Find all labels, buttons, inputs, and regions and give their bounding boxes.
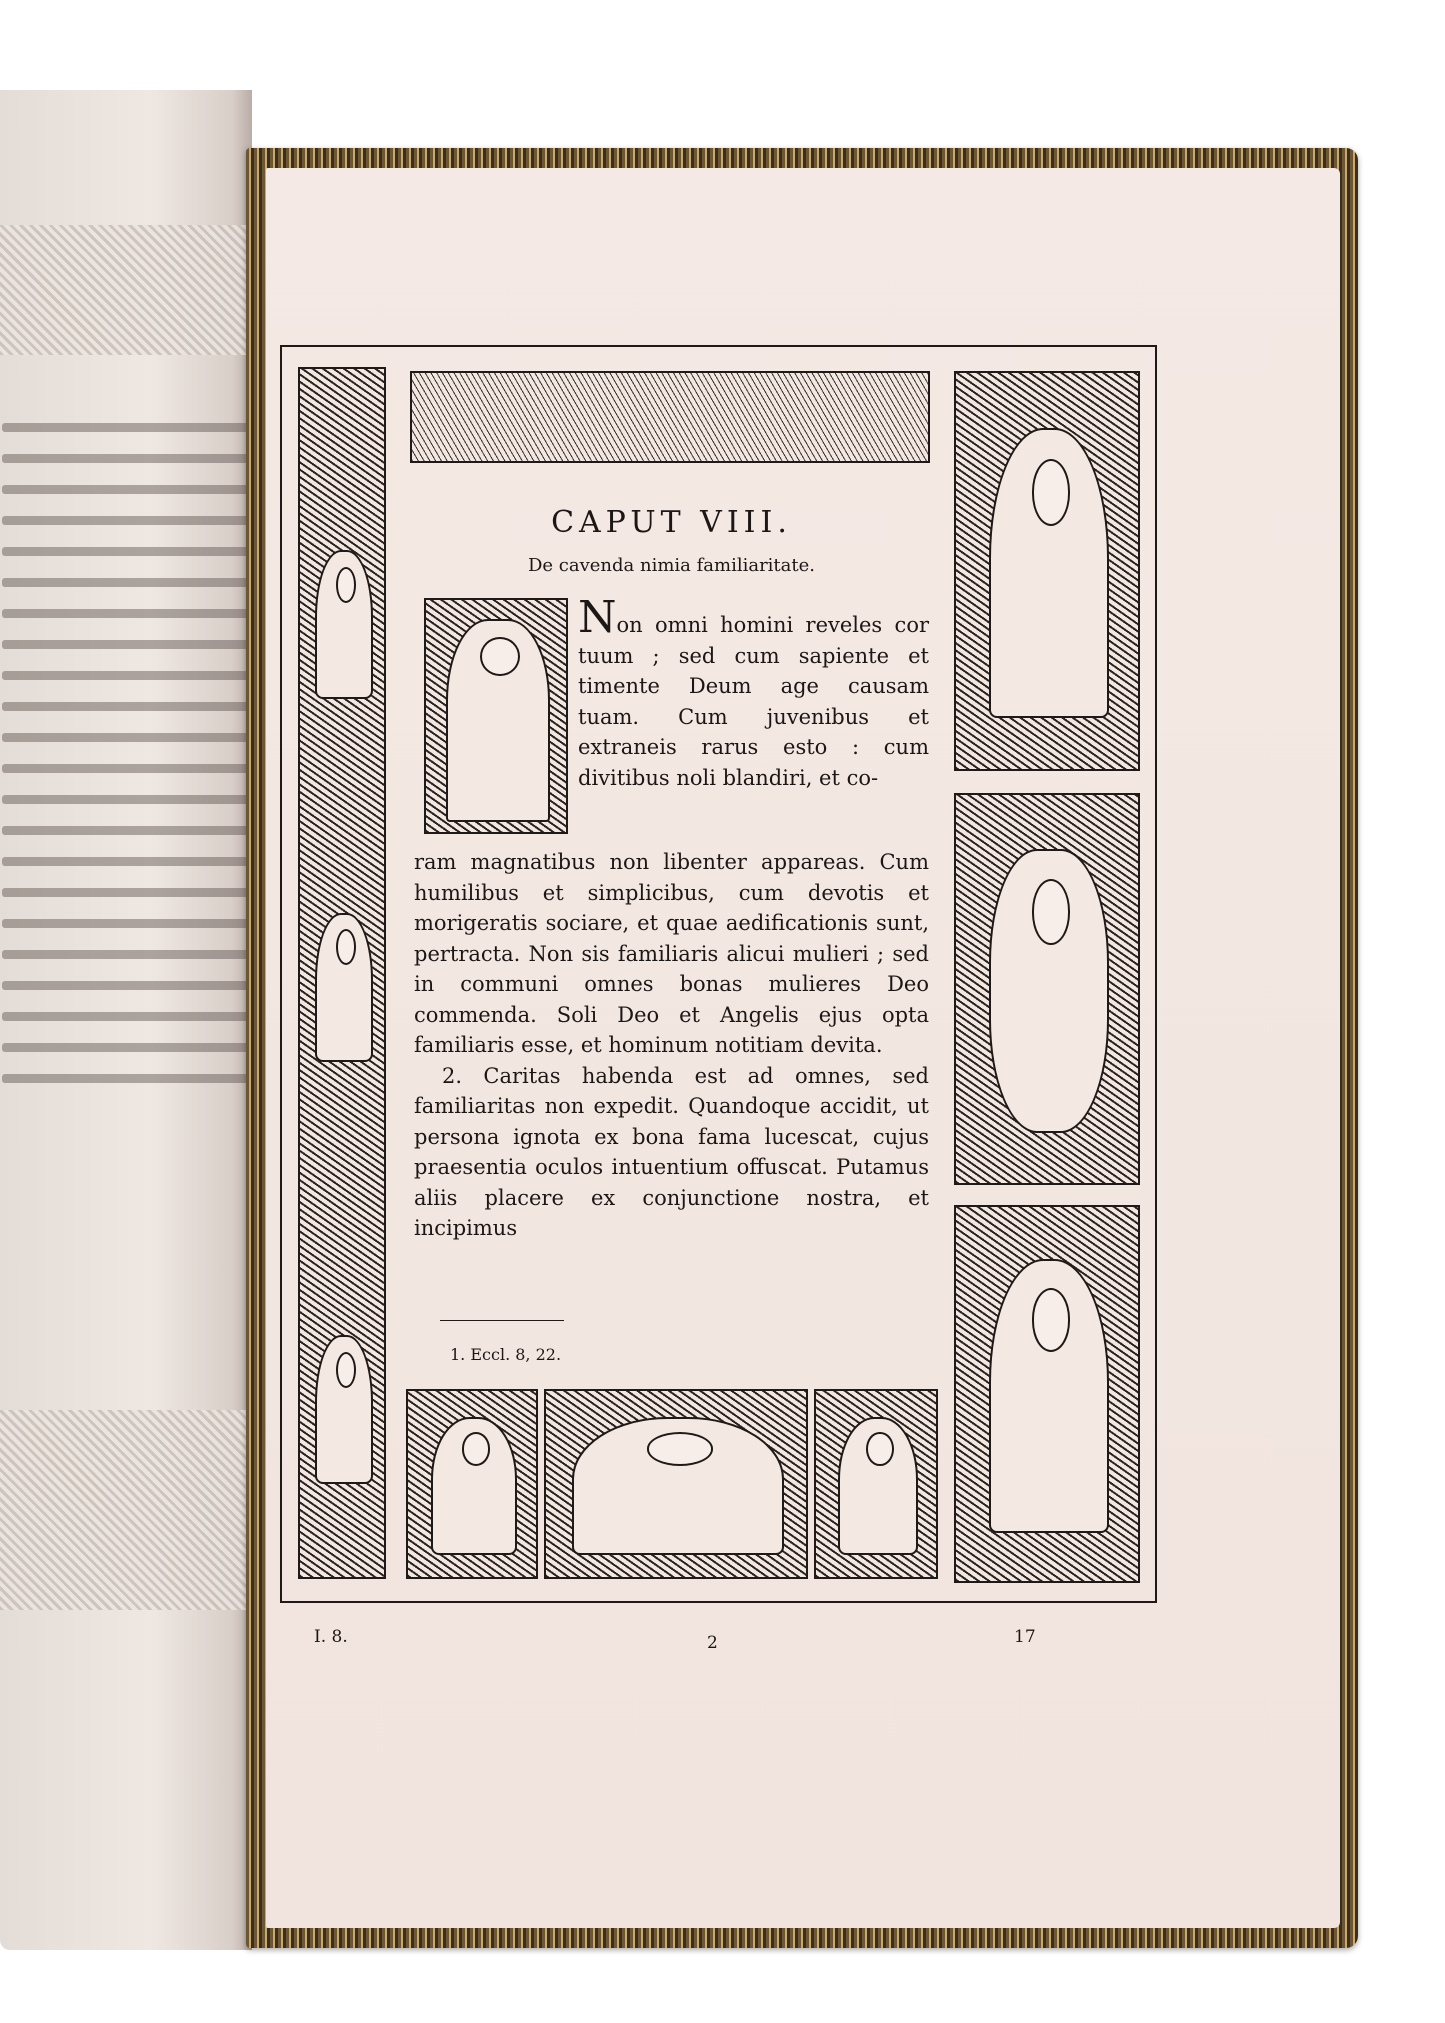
left-border-column <box>298 367 386 1579</box>
left-page-illustration-band <box>0 1410 252 1610</box>
bottom-panel-left <box>406 1389 538 1579</box>
left-page-ornament-band <box>0 225 252 355</box>
first-paragraph-opening <box>578 592 929 793</box>
chapter-title: CAPUT VIII. <box>551 505 792 540</box>
paragraph-continuation-block <box>414 847 929 1244</box>
virgin-figure <box>989 428 1109 717</box>
cross-monogram <box>989 849 1109 1132</box>
evangelist-with-lion <box>572 1417 784 1555</box>
page-number: 17 <box>1014 1627 1036 1647</box>
seated-saint-figure <box>989 1259 1109 1532</box>
left-page <box>0 90 252 1950</box>
saint-figure-1 <box>315 550 373 699</box>
saint-with-church-figure <box>446 619 551 823</box>
saint-figure-2 <box>315 913 373 1062</box>
bottom-right-figure <box>838 1417 919 1555</box>
bottom-left-figure <box>431 1417 517 1555</box>
bottom-panel-right <box>814 1389 938 1579</box>
first-paragraph-continuation: ram magnatibus non libenter appareas. Cum humilibus et simplicibus, cum devotis et morigeratis sociare, et quae aedificationis sunt, pertracta. Non sis familiaris alicui mulieri ; sed in communi omnes bonas mulieres Deo commenda. Soli Deo et Angelis ejus opta familiaris esse, et hominum notitiam devita. <box>414 850 929 1057</box>
second-paragraph: 2. Caritas habenda est ad omnes, sed familiaritas non expedit. Quandoque accidit, ut persona ignota ex bona fama lucescat, cujus praesentia oculos intuentium offuscat. Putamus aliis placere ex conjunctione nostra, et incipimus <box>414 1063 929 1240</box>
left-page-text-lines <box>2 423 252 1105</box>
drop-cap-letter: N <box>578 592 617 643</box>
chapter-subtitle: De cavenda nimia familiaritate. <box>527 555 816 576</box>
folio-signature-left: I. 8. <box>314 1627 348 1647</box>
historiated-initial-illustration <box>424 598 568 834</box>
right-panel-virgin <box>954 371 1140 771</box>
saint-figure-3 <box>315 1335 373 1484</box>
first-paragraph-text: on omni homini reveles cor tuum ; sed cum sapiente et timente Deum age causam tuam. Cum juvenibus et extraneis rarus esto : cum divitibus noli blandiri, et co- <box>578 613 929 790</box>
top-ornament-band <box>410 371 930 463</box>
right-panel-saint <box>954 1205 1140 1583</box>
text-block <box>414 485 929 1365</box>
folio-signature-mid: 2 <box>707 1633 718 1653</box>
right-panel-cross <box>954 793 1140 1185</box>
bottom-panel-center <box>544 1389 808 1579</box>
footnote-rule <box>440 1320 564 1321</box>
footnote: 1. Eccl. 8, 22. <box>450 1345 562 1364</box>
